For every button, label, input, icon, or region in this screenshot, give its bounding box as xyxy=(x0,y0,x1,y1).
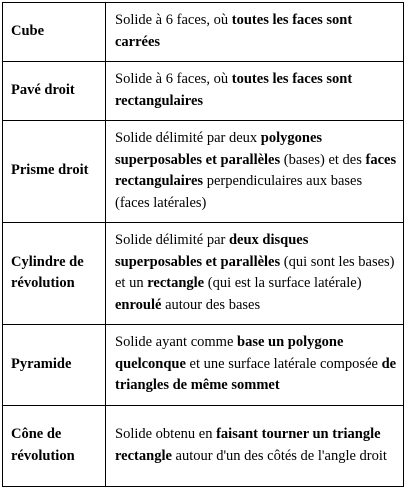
definition-cell xyxy=(106,223,404,325)
definition-cell xyxy=(106,3,404,62)
term-cell: Cube xyxy=(3,3,106,62)
term-cell: Pavé droit xyxy=(3,62,106,121)
table-row-cube xyxy=(3,3,404,62)
table-row-prisme-droit xyxy=(3,121,404,223)
definition-text: Solide à 6 faces, où xyxy=(115,71,232,87)
term-cell: Cylindre de révolution xyxy=(3,223,106,325)
definition-emphasis: faisant tourner un triangle rectangle xyxy=(115,426,381,464)
term-cell: Pyramide xyxy=(3,325,106,406)
table-row-pave-droit xyxy=(3,62,404,121)
definition-emphasis: deux disques superposables et parallèles xyxy=(115,232,309,270)
definition-text: Solide à 6 faces, où xyxy=(115,12,232,28)
table-row-pyramide xyxy=(3,325,404,406)
definition-emphasis: base un polygone quelconque xyxy=(115,334,344,372)
term-cell: Prisme droit xyxy=(3,121,106,223)
definition-emphasis: de triangles de même sommet xyxy=(115,355,397,394)
table-row-cone xyxy=(3,406,404,487)
definition-text: Solide obtenu en xyxy=(115,426,217,442)
definition-text: Solide ayant comme xyxy=(115,334,238,351)
definition-text: autour d'un des côtés de l'angle droit xyxy=(171,447,387,464)
definition-text: Solide délimité par deux xyxy=(115,130,261,146)
definition-emphasis: polygones superposables et parallèles xyxy=(115,130,323,168)
definition-cell xyxy=(106,121,404,223)
definition-emphasis: toutes les faces sont rectangulaires xyxy=(115,71,353,109)
definition-emphasis: rectangle xyxy=(147,275,205,291)
definition-text: Solide délimité par xyxy=(115,232,229,248)
definition-emphasis: toutes les faces sont carrées xyxy=(115,12,353,50)
definition-text: autour des bases xyxy=(161,296,261,313)
definition-text: perpendiculaires aux bases (faces latérales) xyxy=(115,173,363,211)
definition-cell xyxy=(106,62,404,121)
definition-cell xyxy=(106,406,404,487)
definition-text: (bases) et des xyxy=(280,151,366,168)
definition-cell xyxy=(106,325,404,406)
definition-text: (qui sont les bases) et un xyxy=(115,253,395,291)
definition-text: et une surface latérale composée xyxy=(185,355,382,372)
solids-definition-table xyxy=(2,2,404,487)
table-row-cylindre xyxy=(3,223,404,325)
definition-text: (qui est la surface latérale) xyxy=(204,275,362,291)
term-cell: Cône de révolution xyxy=(3,406,106,487)
definition-emphasis: enroulé xyxy=(115,296,162,313)
definition-emphasis: faces rectangulaires xyxy=(115,151,397,189)
